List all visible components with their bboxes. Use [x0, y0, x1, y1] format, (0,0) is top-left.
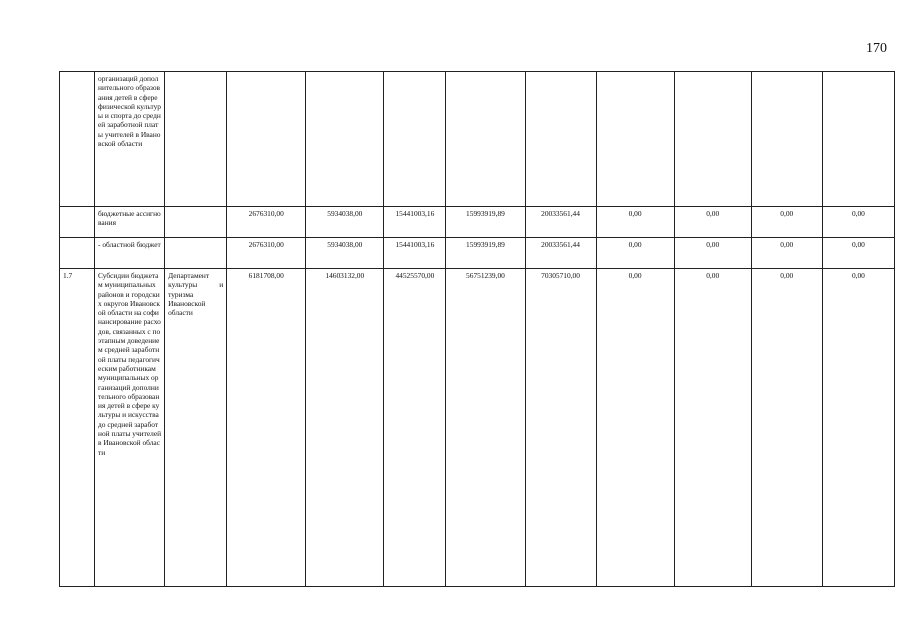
table-row: [60, 72, 895, 207]
row-description: бюджетные ассигнования: [95, 207, 165, 238]
row-index: 1.7: [60, 269, 95, 587]
value-cell: 56751239,00: [446, 269, 525, 587]
row-executor: [165, 207, 227, 238]
value-cell: 14603132,00: [306, 269, 384, 587]
value-cell: 0,00: [674, 238, 751, 269]
value-cell: 0,00: [596, 269, 674, 587]
value-cell: 5934038,00: [306, 238, 384, 269]
page-number: 170: [866, 41, 887, 56]
value-cell: 44525570,00: [384, 269, 446, 587]
row-executor: Департамент культуры и туризма Ивановской области: [165, 269, 227, 587]
value-cell: 20033561,44: [525, 207, 596, 238]
value-cell: 0,00: [822, 269, 894, 587]
value-cell: 0,00: [751, 207, 822, 238]
table-row: [60, 269, 895, 587]
value-cell: [822, 72, 894, 207]
value-cell: 0,00: [596, 207, 674, 238]
budget-table: [59, 71, 895, 587]
value-cell: [446, 72, 525, 207]
row-index: [60, 207, 95, 238]
value-cell: [384, 72, 446, 207]
value-cell: [596, 72, 674, 207]
value-cell: 2676310,00: [227, 207, 306, 238]
row-description: организаций дополнительного образования детей в сфере физической культуры и спорта до средней заработной платы учителей в Ивановской области: [95, 72, 165, 207]
value-cell: 0,00: [751, 238, 822, 269]
value-cell: 15993919,89: [446, 238, 525, 269]
row-description: - областной бюджет: [95, 238, 165, 269]
row-executor: [165, 238, 227, 269]
table-row: [60, 207, 895, 238]
value-cell: [751, 72, 822, 207]
row-description: Субсидии бюджетам муниципальных районов и городских округов Ивановской области на софинансирование расходов, связанных с поэтапным доведением средней заработной платы педагогическим работникам муниципальных организаций дополнительного образования детей в сфере культуры и искусства до средней заработной платы учителей в Ивановской области: [95, 269, 165, 587]
table-row: [60, 238, 895, 269]
value-cell: [227, 72, 306, 207]
row-executor: [165, 72, 227, 207]
row-index: [60, 72, 95, 207]
value-cell: 15441003,16: [384, 238, 446, 269]
value-cell: 15441003,16: [384, 207, 446, 238]
value-cell: 0,00: [674, 269, 751, 587]
value-cell: [525, 72, 596, 207]
value-cell: 70305710,00: [525, 269, 596, 587]
value-cell: 0,00: [822, 238, 894, 269]
value-cell: 15993919,89: [446, 207, 525, 238]
value-cell: [306, 72, 384, 207]
row-index: [60, 238, 95, 269]
value-cell: 2676310,00: [227, 238, 306, 269]
value-cell: 0,00: [596, 238, 674, 269]
value-cell: 6181708,00: [227, 269, 306, 587]
value-cell: 0,00: [751, 269, 822, 587]
value-cell: [674, 72, 751, 207]
value-cell: 0,00: [674, 207, 751, 238]
value-cell: 5934038,00: [306, 207, 384, 238]
value-cell: 0,00: [822, 207, 894, 238]
value-cell: 20033561,44: [525, 238, 596, 269]
